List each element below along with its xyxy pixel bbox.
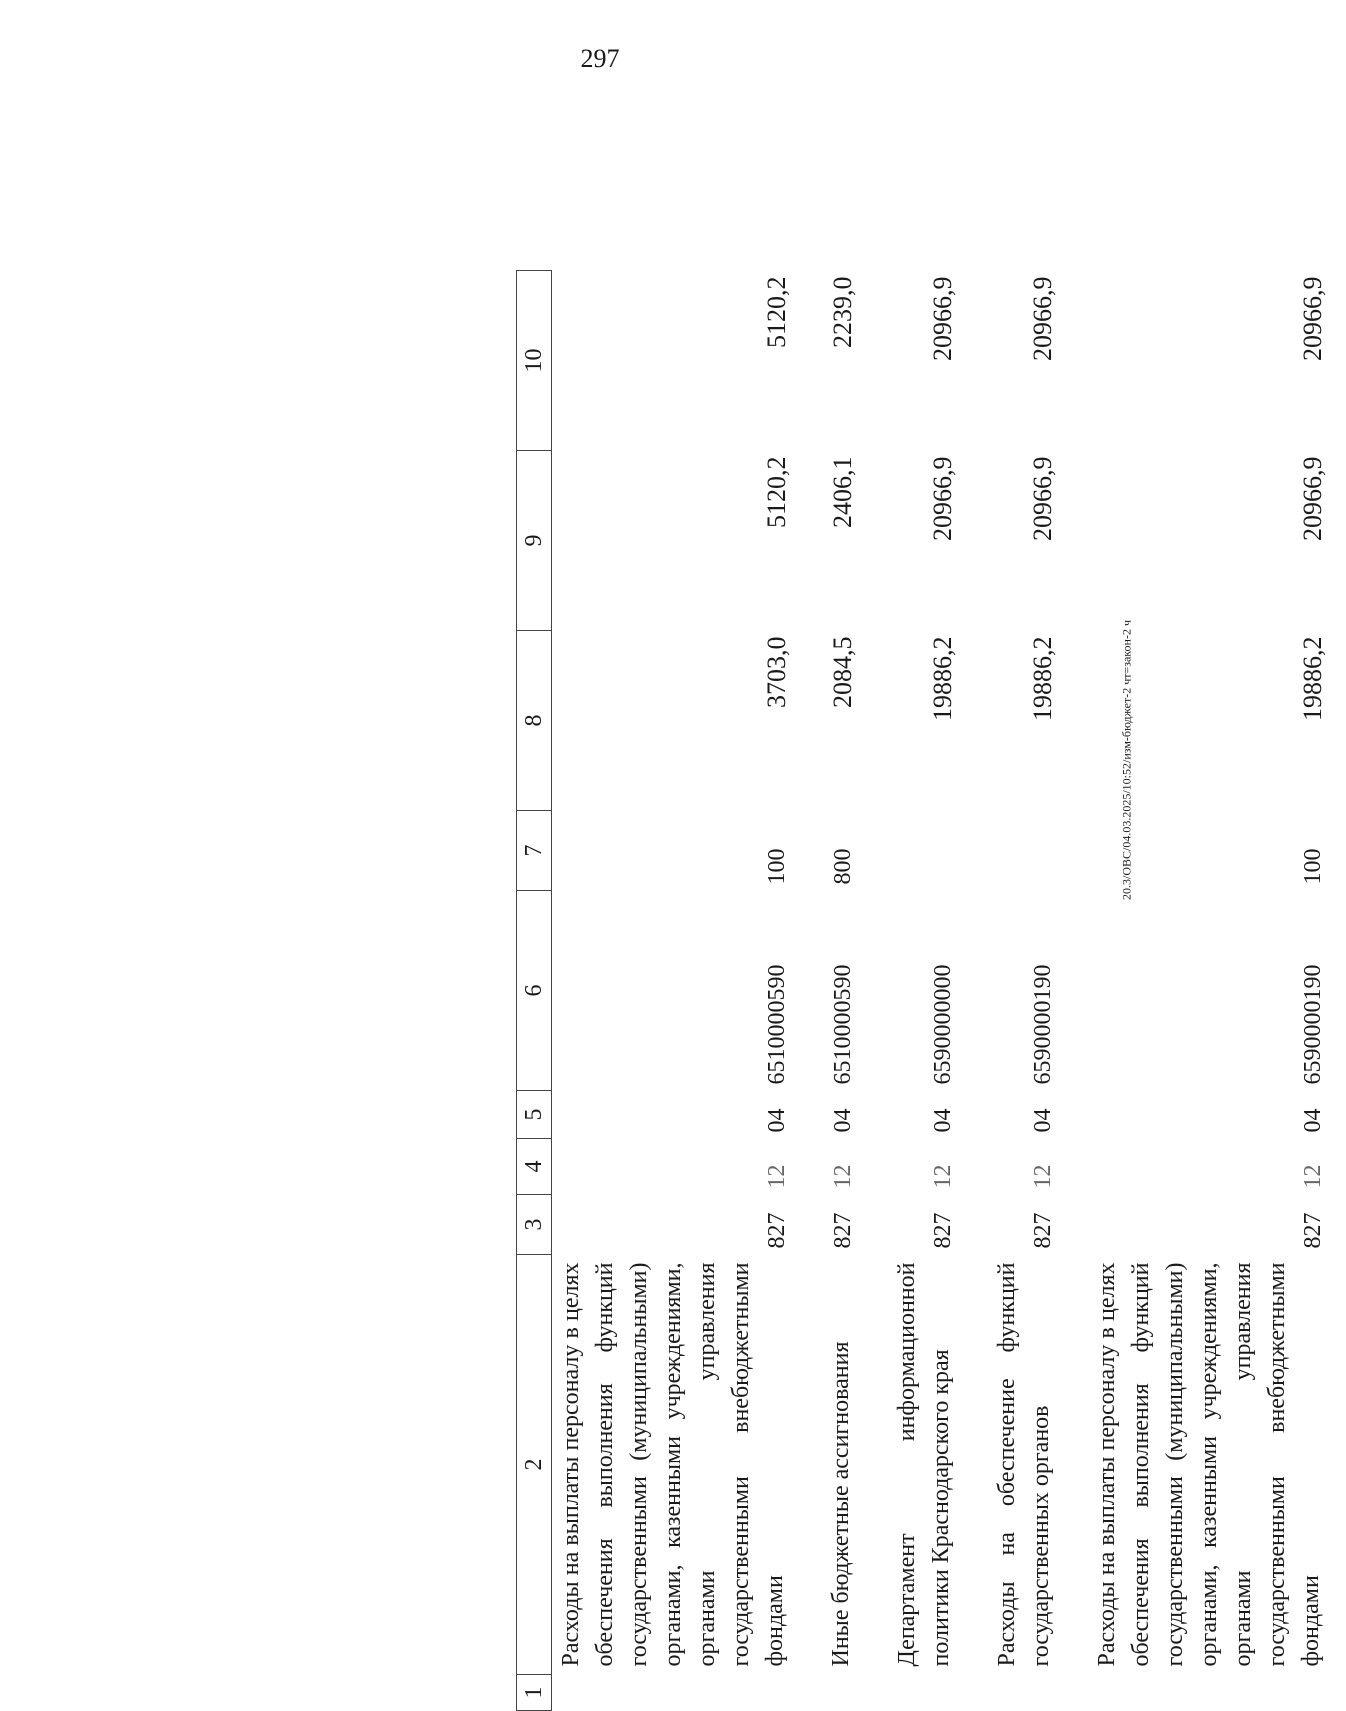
amount-col-10: 20966,9 bbox=[1298, 276, 1327, 361]
column-header-3: 3 bbox=[517, 1195, 552, 1255]
code-col-6: 6590000000 bbox=[930, 964, 956, 1085]
code-col-7: 800 bbox=[830, 848, 856, 885]
table-row bbox=[552, 271, 795, 1711]
expense-name: Департамент информационной политики Краснодарского края bbox=[894, 1262, 954, 1667]
code-col-4: 12 bbox=[930, 1164, 956, 1189]
amount-col-8: 19886,2 bbox=[1298, 636, 1327, 721]
column-header-1: 1 bbox=[517, 1675, 552, 1711]
column-header-10: 10 bbox=[517, 271, 552, 451]
row-spacer bbox=[960, 271, 988, 1711]
code-col-6: 6510000590 bbox=[830, 964, 856, 1085]
code-col-6: 6590000190 bbox=[1300, 964, 1326, 1085]
expense-name: Расходы на обеспечение функций государственных органов bbox=[994, 1262, 1054, 1667]
table-row bbox=[822, 271, 860, 1711]
rotated-page-content bbox=[516, 271, 1346, 1711]
code-col-3: 827 bbox=[1300, 1212, 1326, 1249]
code-col-3: 827 bbox=[930, 1212, 956, 1249]
column-header-7: 7 bbox=[517, 811, 552, 891]
code-col-7: 100 bbox=[1300, 848, 1326, 885]
amount-col-9: 5120,2 bbox=[762, 456, 791, 528]
code-col-6: 6510000590 bbox=[764, 964, 790, 1085]
column-header-2: 2 bbox=[517, 1255, 552, 1675]
code-col-3: 827 bbox=[830, 1212, 856, 1249]
column-header-6: 6 bbox=[517, 891, 552, 1091]
amount-col-8: 3703,0 bbox=[762, 636, 791, 708]
table-row bbox=[888, 271, 960, 1711]
expense-name: Расходы на выплаты персоналу в целях обеспечения выполнения функций государственными (муниципальными) органами, казенными учреждениями, органами управления государственными внебюджетными фондами bbox=[1094, 1262, 1324, 1667]
code-col-4: 12 bbox=[1300, 1164, 1326, 1189]
document-footer-note: 20.3/OBC/04.03.2025/10:52/изм-бюджет-2 чт=закон-2 ч bbox=[1119, 620, 1134, 900]
code-col-4: 12 bbox=[1030, 1164, 1056, 1189]
amount-col-9: 2406,1 bbox=[828, 456, 857, 528]
row-number-cell bbox=[552, 1675, 795, 1711]
amount-col-10: 5120,2 bbox=[762, 276, 791, 348]
code-col-5: 04 bbox=[764, 1108, 790, 1133]
code-col-5: 04 bbox=[830, 1108, 856, 1133]
table-row bbox=[1088, 271, 1330, 1711]
code-col-5: 04 bbox=[930, 1108, 956, 1133]
row-number-cell bbox=[888, 1675, 960, 1711]
row-spacer bbox=[860, 271, 888, 1711]
column-header-8: 8 bbox=[517, 631, 552, 811]
amount-col-8: 19886,2 bbox=[1028, 636, 1057, 721]
expense-name: Иные бюджетные ассигнования bbox=[828, 1341, 854, 1667]
page-number: 297 bbox=[580, 44, 620, 73]
code-col-5: 04 bbox=[1300, 1108, 1326, 1133]
expense-name: Расходы на выплаты персоналу в целях обеспечения выполнения функций государственными (муниципальными) органами, казенными учреждениями, органами управления государственными внебюджетными фондами bbox=[558, 1262, 788, 1667]
row-number-cell bbox=[1088, 1675, 1330, 1711]
table-row bbox=[988, 271, 1060, 1711]
code-col-6: 6590000190 bbox=[1030, 964, 1056, 1085]
amount-col-10: 2239,0 bbox=[828, 276, 857, 348]
code-col-4: 12 bbox=[764, 1164, 790, 1189]
column-header-5: 5 bbox=[517, 1091, 552, 1139]
amount-col-9: 20966,9 bbox=[928, 456, 957, 541]
code-col-4: 12 bbox=[830, 1164, 856, 1189]
code-col-3: 827 bbox=[1030, 1212, 1056, 1249]
amount-col-10: 20966,9 bbox=[928, 276, 957, 361]
code-col-7 bbox=[888, 811, 960, 891]
amount-col-8: 2084,5 bbox=[828, 636, 857, 708]
code-col-3: 827 bbox=[764, 1212, 790, 1249]
code-col-7: 100 bbox=[764, 848, 790, 885]
row-number-cell bbox=[988, 1675, 1060, 1711]
column-header-4: 4 bbox=[517, 1139, 552, 1195]
table-header-row bbox=[517, 271, 552, 1711]
amount-col-8: 19886,2 bbox=[928, 636, 957, 721]
amount-col-9: 20966,9 bbox=[1298, 456, 1327, 541]
budget-table bbox=[516, 270, 1330, 1711]
code-col-7 bbox=[988, 811, 1060, 891]
column-header-9: 9 bbox=[517, 451, 552, 631]
amount-col-9: 20966,9 bbox=[1028, 456, 1057, 541]
code-col-5: 04 bbox=[1030, 1108, 1056, 1133]
row-number-cell bbox=[822, 1675, 860, 1711]
row-spacer bbox=[1060, 271, 1088, 1711]
amount-col-10: 20966,9 bbox=[1028, 276, 1057, 361]
row-spacer bbox=[794, 271, 822, 1711]
